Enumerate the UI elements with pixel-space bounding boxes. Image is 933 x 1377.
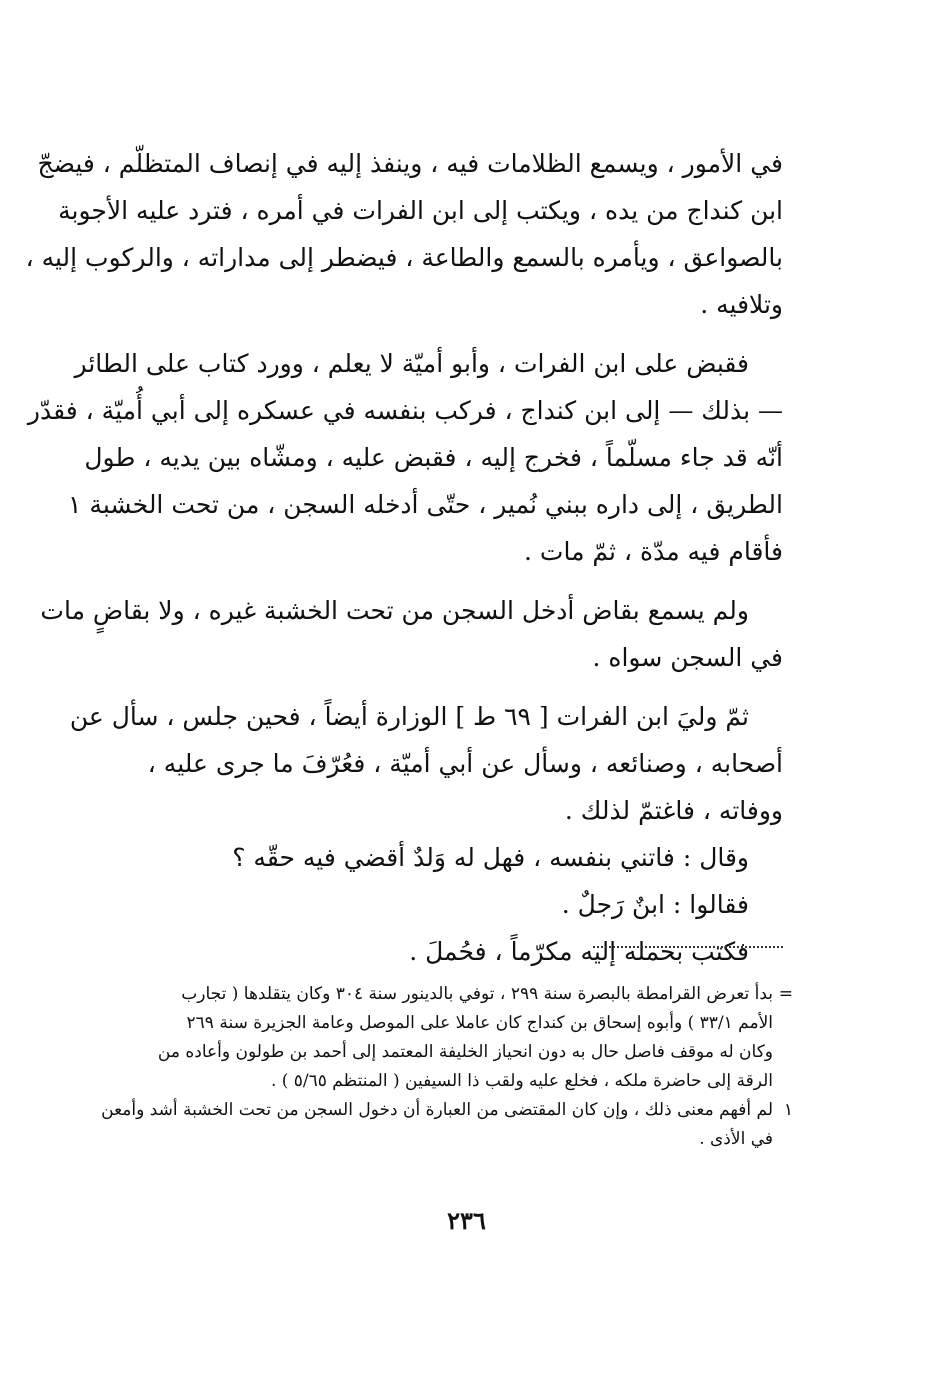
footnote-text: لم أفهم معنى ذلك ، وإن كان المقتضى من العبارة أن دخول السجن من تحت الخشبة أشد وأمعن: [101, 1100, 773, 1120]
text-line: — بذلك — إلى ابن كنداج ، فركب بنفسه في عسكره إلى أبي أُميّة ، فقدّر: [27, 396, 783, 425]
footnote-marker: =: [778, 984, 793, 1004]
text-line: في السجن سواه .: [592, 643, 783, 672]
main-text: [25, 140, 783, 975]
footnote-1: [101, 1096, 793, 1154]
text-line: ابن كنداج من يده ، ويكتب إلى ابن الفرات في أمره ، فترد عليه الأجوبة: [58, 196, 783, 225]
paragraph-2: [27, 340, 783, 575]
text-line: أنّه قد جاء مسلّماً ، فخرج إليه ، فقبض عليه ، ومشّاه بين يديه ، طول: [84, 443, 783, 472]
text-line: ولم يسمع بقاض أدخل السجن من تحت الخشبة غيره ، ولا بقاضٍ مات: [40, 596, 749, 625]
footnote-line: [101, 1096, 793, 1125]
text-line: بالصواعق ، ويأمره بالسمع والطاعة ، فيضطر إلى مداراته ، والركوب إليه ،: [25, 243, 783, 272]
footnote-separator: [593, 946, 783, 948]
text-line: فقبض على ابن الفرات ، وأبو أميّة لا يعلم ، وورد كتاب على الطائر: [74, 349, 749, 378]
dialogue-block: [111, 834, 783, 975]
footnote-text: بدأ تعرض القرامطة بالبصرة سنة ٢٩٩ ، توفي بالدينور سنة ٣٠٤ وكان يتقلدها ( تجارب: [181, 984, 773, 1004]
footnote-marker: ١: [783, 1100, 793, 1120]
text-line: فكتب بحمله إليه مكرّماً ، فحُملَ .: [409, 937, 749, 966]
text-line: أصحابه ، وصنائعه ، وسأل عن أبي أميّة ، فعُرّفَ ما جرى عليه ،: [147, 749, 783, 778]
footnote-continuation: [113, 980, 793, 1096]
footnote-line: الأمم ٣٣/١ ) وأبوه إسحاق بن كنداج كان عاملا على الموصل وعامة الجزيرة سنة ٢٦٩: [186, 1013, 773, 1033]
text-line: الطريق ، إلى داره ببني نُمير ، حتّى أدخله السجن ، من تحت الخشبة ١: [68, 490, 783, 519]
footnote-line: وكان له موقف فاصل حال به دون انحياز الخليفة المعتمد إلى أحمد بن طولون وأعاده من: [157, 1042, 773, 1062]
text-line: ثمّ وليَ ابن الفرات [ ٦٩ ط ] الوزارة أيضاً ، فحين جلس ، سأل عن: [69, 702, 749, 731]
paragraph-3: [40, 587, 783, 681]
footnote-line: [113, 980, 793, 1009]
footnote-line: الرقة إلى حاضرة ملكه ، فخلع عليه ولقب ذا السيفين ( المنتظم ٥/٦٥ ) .: [270, 1071, 773, 1091]
text-line: وقال : فاتني بنفسه ، فهل له وَلدٌ أقضي فيه حقّه ؟: [232, 843, 749, 872]
text-line: فأقام فيه مدّة ، ثمّ مات .: [524, 537, 783, 566]
paragraph-1: [25, 140, 783, 328]
text-line: ووفاته ، فاغتمّ لذلك .: [564, 796, 783, 825]
text-line: فقالوا : ابنٌ رَجلٌ .: [561, 890, 749, 919]
text-line: وتلافيه .: [700, 290, 783, 319]
footnotes: [101, 980, 793, 1154]
text-line: في الأمور ، ويسمع الظلامات فيه ، وينفذ إليه في إنصاف المتظلّم ، فيضجّ: [37, 149, 783, 178]
page-number: ٢٣٦: [447, 1206, 486, 1235]
footnote-line: في الأذى .: [699, 1129, 773, 1149]
paragraph-4: [69, 693, 783, 834]
